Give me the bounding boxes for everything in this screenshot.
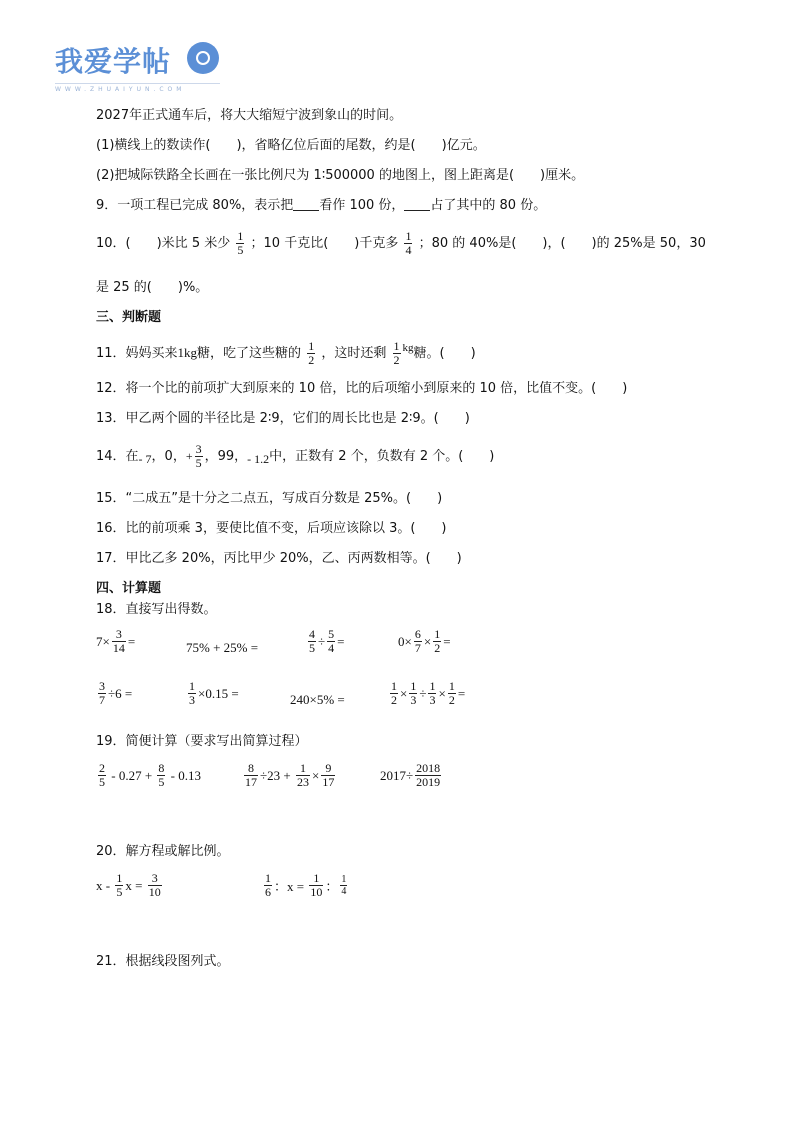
q19-expr-2: $\frac{8}{17}$ ÷23 + $\frac{1}{23}$ × $\frac{9}{17}$ (245, 761, 335, 789)
q10-fraction-2: $\frac{1}{4}$ (405, 229, 412, 257)
q10-text-b: ；10 千克比( )千克多 (250, 236, 399, 251)
q10-continuation: 是 25 的( )%。 (96, 280, 209, 295)
q18-title: 18．直接写出得数。 (96, 602, 217, 617)
q9-blank-1 (293, 198, 319, 211)
section-calculation-heading: 四、计算题 (96, 581, 162, 596)
logo-subtext: WWW.ZHUAIYUN.COM (55, 86, 186, 93)
q11-unit: kg (402, 342, 414, 354)
q9-blank-2 (404, 198, 430, 211)
question-17: 17．甲比乙多 20%，丙比甲少 20%，乙、丙两数相等。( ) (96, 551, 462, 566)
q18-expr-4: 0× $\frac{6}{7}$ × $\frac{1}{2}$ = (398, 627, 451, 655)
q20-equation: x - $\frac{1}{5}$ x = $\frac{3}{10}$ (96, 871, 161, 899)
q11-text-a: 11．妈妈买来 (96, 346, 178, 361)
q9-text-a: 9．一项工程已完成 80%，表示把 (96, 198, 294, 213)
q18-expr-5: $\frac{3}{7}$ ÷6 = (99, 679, 133, 707)
q8-intro: 2027年正式通车后，将大大缩短宁波到象山的时间。 (96, 108, 403, 123)
question-14 (96, 438, 494, 477)
q18-expr-3: $\frac{4}{5}$ ÷ $\frac{5}{4}$ = (309, 627, 345, 655)
q10-text-a: 10．( )米比 5 米少 (96, 236, 231, 251)
logo-badge-icon (187, 42, 219, 74)
q10-fraction-1: $\frac{1}{5}$ (237, 229, 244, 257)
section-judgement-heading: 三、判断题 (96, 310, 162, 325)
q14-text-g: 中，正数有 2 个，负数有 2 个。( ) (269, 449, 495, 464)
q14-text-e: ，99， (204, 449, 248, 464)
question-13: 13．甲乙两个圆的半径比是 2∶9，它们的周长比也是 2∶9。( ) (96, 411, 470, 426)
q14-text-a: 14．在 (96, 449, 139, 464)
q18-expr-1: 7× $\frac{3}{14}$ = (96, 627, 136, 655)
q9-text-c: 占了其中的 80 份。 (430, 198, 547, 213)
logo-text: 我爱学帖 (55, 45, 172, 78)
q14-fraction: $\frac{3}{5}$ (195, 442, 202, 470)
q18-expr-6: $\frac{1}{3}$ ×0.15 = (189, 679, 239, 707)
question-10 (96, 228, 706, 260)
q11-fraction-2: $\frac{1}{2}$ (393, 339, 400, 367)
question-15: 15．“二成五”是十分之二点五，写成百分数是 25%。( ) (96, 491, 443, 506)
q19-expr-1: $\frac{2}{5}$ - 0.27 + $\frac{8}{5}$ - 0.13 (99, 761, 202, 789)
q19-expr-3: 2017÷ $\frac{2018}{2019}$ (380, 761, 441, 789)
question-12: 12．将一个比的前项扩大到原来的 10 倍，比的后项缩小到原来的 10 倍，比值不变。( ) (96, 381, 628, 396)
question-16: 16．比的前项乘 3，要使比值不变，后项应该除以 3。( ) (96, 521, 447, 536)
q8-part2: (2)把城际铁路全长画在一张比例尺为 1∶500000 的地图上，图上距离是( )厘米。 (96, 168, 585, 183)
q11-amount: 1kg (177, 345, 198, 360)
q9-text-b: 看作 100 份， (319, 198, 405, 213)
q11-text-c: 糖，吃了这些糖的 (197, 346, 302, 361)
q11-text-f: 糖。( ) (413, 346, 476, 361)
q10-text-c: ；80 的 40%是( )，( )的 25%是 50，30 (418, 236, 706, 251)
q19-title: 19．简便计算（要求写出简算过程） (96, 734, 308, 749)
q20-proportion: $\frac{1}{6}$ ：x = $\frac{1}{10}$ ： $\frac{1}{4}$ (265, 871, 347, 899)
q11-text-d: ，这时还剩 (321, 346, 387, 361)
q14-text-c: ，0， (151, 449, 186, 464)
q11-fraction-1: $\frac{1}{2}$ (308, 339, 315, 367)
q14-number-1: - 7 (138, 452, 152, 466)
logo-underline (55, 83, 220, 84)
q18-expr-8: $\frac{1}{2}$ × $\frac{1}{3}$ ÷ $\frac{1}{3}$ × $\frac{1}{2}$ = (391, 679, 466, 707)
q8-part1: (1)横线上的数读作( )，省略亿位后面的尾数，约是( )亿元。 (96, 138, 486, 153)
q18-expr-2: 75% + 25% = (186, 640, 259, 655)
q14-number-2: - 1.2 (247, 452, 270, 466)
q18-expr-7: 240×5% = (290, 692, 345, 707)
q20-title: 20．解方程或解比例。 (96, 844, 230, 859)
question-21: 21．根据线段图列式。 (96, 954, 230, 969)
question-11 (96, 332, 476, 370)
q14-plus: + (185, 449, 193, 463)
question-9 (96, 198, 546, 214)
